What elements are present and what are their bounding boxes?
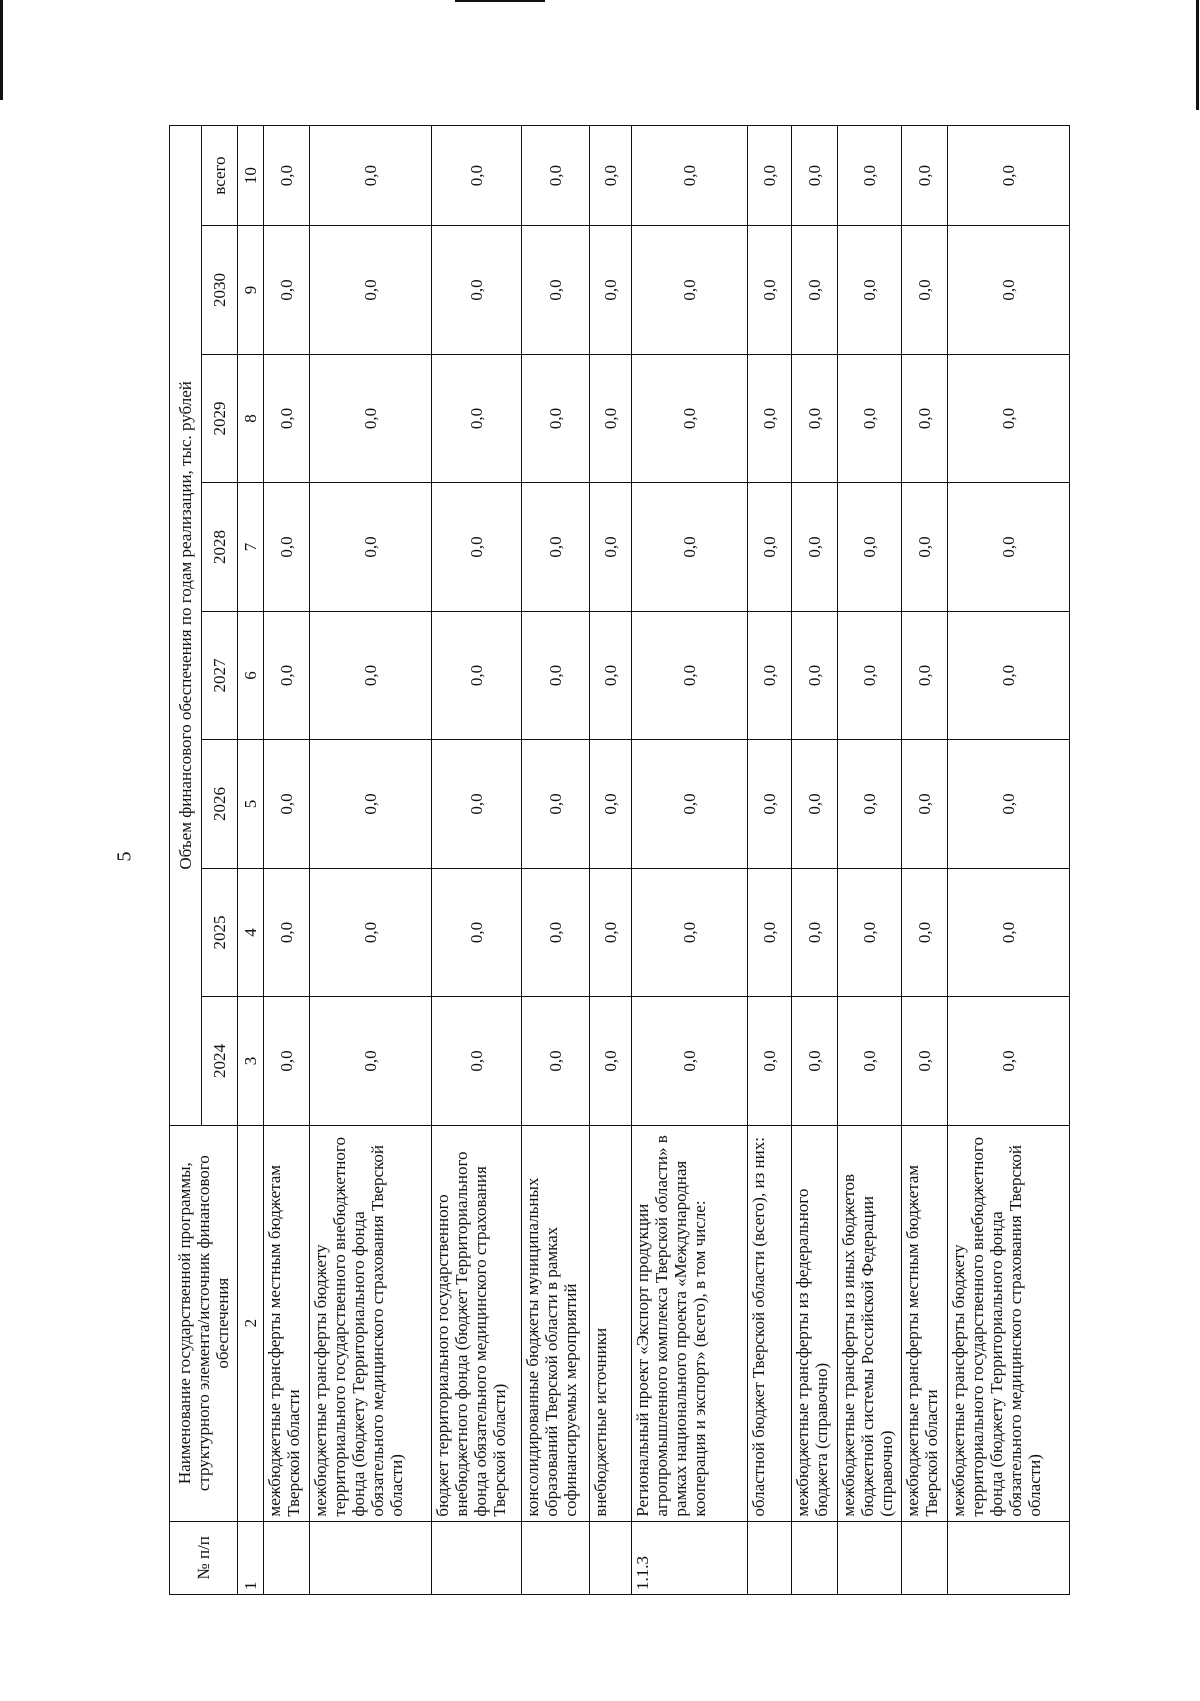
value-cell: 0,0 (264, 483, 310, 612)
value-cell: 0,0 (792, 997, 838, 1126)
table-row (522, 126, 590, 1595)
row-name-cell: межбюджетные трансферты местным бюджетам Тверской области (902, 1125, 948, 1521)
value-cell: 0,0 (792, 483, 838, 612)
row-number-cell (590, 1521, 632, 1594)
value-cell: 0,0 (432, 611, 522, 740)
row-number-cell: 1.1.3 (632, 1521, 748, 1594)
value-cell: 0,0 (432, 354, 522, 483)
row-name-cell: бюджет территориального государственного внебюджетного фонда (бюджет Территориального фонда обязательного медицинского страхования Тверской области) (432, 1125, 522, 1521)
value-cell: 0,0 (948, 226, 1070, 355)
value-cell: 0,0 (432, 226, 522, 355)
value-cell: 0,0 (522, 226, 590, 355)
value-cell: 0,0 (632, 611, 748, 740)
index-cell: 9 (238, 226, 264, 355)
value-cell: 0,0 (838, 611, 902, 740)
value-cell: 0,0 (632, 354, 748, 483)
value-cell: 0,0 (792, 126, 838, 226)
value-cell: 0,0 (838, 483, 902, 612)
header-year: 2029 (202, 354, 238, 483)
value-cell: 0,0 (748, 740, 792, 869)
value-cell: 0,0 (792, 868, 838, 997)
index-cell: 3 (238, 997, 264, 1126)
table-row (792, 126, 838, 1595)
table-row (264, 126, 310, 1595)
table-row (748, 126, 792, 1595)
row-name-cell: межбюджетные трансферты из федерального бюджета (справочно) (792, 1125, 838, 1521)
row-number-cell (792, 1521, 838, 1594)
value-cell: 0,0 (310, 226, 432, 355)
value-cell: 0,0 (748, 611, 792, 740)
header-row-1 (170, 126, 202, 1595)
header-name: Наименование государственной программы, структурного элемента/источник финансового обеспечения (170, 1125, 238, 1521)
value-cell: 0,0 (632, 868, 748, 997)
scan-edge-line-left (0, 0, 3, 100)
value-cell: 0,0 (948, 126, 1070, 226)
value-cell: 0,0 (310, 354, 432, 483)
header-year: 2025 (202, 868, 238, 997)
value-cell: 0,0 (902, 868, 948, 997)
row-name-cell: межбюджетные трансферты бюджету территориального государственного внебюджетного фонда (бюджету Территориального фонда обязательного медицинского страхования Тверской области) (948, 1125, 1070, 1521)
table-body (238, 126, 1070, 1595)
value-cell: 0,0 (522, 740, 590, 869)
value-cell: 0,0 (838, 126, 902, 226)
value-cell: 0,0 (590, 740, 632, 869)
table-row (902, 126, 948, 1595)
value-cell: 0,0 (264, 126, 310, 226)
value-cell: 0,0 (522, 483, 590, 612)
value-cell: 0,0 (838, 354, 902, 483)
row-number-cell (310, 1521, 432, 1594)
row-name-cell: межбюджетные трансферты местным бюджетам Тверской области (264, 1125, 310, 1521)
value-cell: 0,0 (522, 611, 590, 740)
index-cell: 6 (238, 611, 264, 740)
value-cell: 0,0 (522, 354, 590, 483)
index-cell: 2 (238, 1125, 264, 1521)
value-cell: 0,0 (264, 354, 310, 483)
value-cell: 0,0 (632, 226, 748, 355)
value-cell: 0,0 (838, 740, 902, 869)
header-volume-group: Объем финансового обеспечения по годам реализации, тыс. рублей (170, 126, 202, 1126)
value-cell: 0,0 (838, 868, 902, 997)
value-cell: 0,0 (522, 997, 590, 1126)
value-cell: 0,0 (590, 997, 632, 1126)
rotated-table-container (169, 125, 1187, 1595)
index-cell: 10 (238, 126, 264, 226)
table-row (432, 126, 522, 1595)
value-cell: 0,0 (310, 997, 432, 1126)
value-cell: 0,0 (264, 740, 310, 869)
row-name-cell: межбюджетные трансферты из иных бюджетов бюджетной системы Российской Федерации (справочно) (838, 1125, 902, 1521)
value-cell: 0,0 (590, 611, 632, 740)
value-cell: 0,0 (590, 483, 632, 612)
value-cell: 0,0 (948, 354, 1070, 483)
value-cell: 0,0 (748, 868, 792, 997)
row-name-cell: областной бюджет Тверской области (всего), из них: (748, 1125, 792, 1521)
index-row (238, 126, 264, 1595)
value-cell: 0,0 (632, 997, 748, 1126)
value-cell: 0,0 (432, 126, 522, 226)
value-cell: 0,0 (948, 740, 1070, 869)
value-cell: 0,0 (432, 483, 522, 612)
value-cell: 0,0 (838, 226, 902, 355)
scan-edge-line-top (455, 0, 545, 2)
scan-edge-line-right (1196, 0, 1199, 110)
value-cell: 0,0 (432, 740, 522, 869)
row-number-cell (748, 1521, 792, 1594)
row-name-cell: консолидированные бюджеты муниципальных образований Тверской области в рамках софинансируемых мероприятий (522, 1125, 590, 1521)
row-number-cell (838, 1521, 902, 1594)
value-cell: 0,0 (264, 868, 310, 997)
row-name-cell: межбюджетные трансферты бюджету территориального государственного внебюджетного фонда (бюджету Территориального фонда обязательного медицинского страхования Тверской области) (310, 1125, 432, 1521)
header-year: 2026 (202, 740, 238, 869)
value-cell: 0,0 (310, 611, 432, 740)
value-cell: 0,0 (748, 226, 792, 355)
index-cell: 8 (238, 354, 264, 483)
value-cell: 0,0 (522, 126, 590, 226)
value-cell: 0,0 (792, 740, 838, 869)
index-cell: 1 (238, 1521, 264, 1594)
value-cell: 0,0 (748, 354, 792, 483)
value-cell: 0,0 (902, 611, 948, 740)
value-cell: 0,0 (264, 226, 310, 355)
value-cell: 0,0 (792, 226, 838, 355)
value-cell: 0,0 (310, 740, 432, 869)
value-cell: 0,0 (792, 354, 838, 483)
value-cell: 0,0 (902, 126, 948, 226)
row-number-cell (264, 1521, 310, 1594)
value-cell: 0,0 (590, 354, 632, 483)
value-cell: 0,0 (902, 740, 948, 869)
value-cell: 0,0 (590, 126, 632, 226)
value-cell: 0,0 (902, 483, 948, 612)
value-cell: 0,0 (310, 868, 432, 997)
index-cell: 5 (238, 740, 264, 869)
value-cell: 0,0 (948, 997, 1070, 1126)
index-cell: 4 (238, 868, 264, 997)
value-cell: 0,0 (948, 868, 1070, 997)
financing-table (169, 125, 1070, 1595)
header-year: 2028 (202, 483, 238, 612)
value-cell: 0,0 (632, 126, 748, 226)
table-row (310, 126, 432, 1595)
index-cell: 7 (238, 483, 264, 612)
header-year: 2027 (202, 611, 238, 740)
value-cell: 0,0 (310, 126, 432, 226)
value-cell: 0,0 (792, 611, 838, 740)
row-number-cell (522, 1521, 590, 1594)
value-cell: 0,0 (432, 868, 522, 997)
page-number: 5 (113, 851, 136, 862)
value-cell: 0,0 (590, 868, 632, 997)
value-cell: 0,0 (522, 868, 590, 997)
value-cell: 0,0 (264, 611, 310, 740)
table-row (838, 126, 902, 1595)
value-cell: 0,0 (632, 740, 748, 869)
value-cell: 0,0 (902, 354, 948, 483)
value-cell: 0,0 (310, 483, 432, 612)
value-cell: 0,0 (264, 997, 310, 1126)
row-number-cell (948, 1521, 1070, 1594)
value-cell: 0,0 (632, 483, 748, 612)
value-cell: 0,0 (748, 997, 792, 1126)
row-number-cell (432, 1521, 522, 1594)
value-cell: 0,0 (902, 997, 948, 1126)
header-num: № п/п (170, 1521, 238, 1594)
value-cell: 0,0 (590, 226, 632, 355)
value-cell: 0,0 (838, 997, 902, 1126)
value-cell: 0,0 (902, 226, 948, 355)
table-row (590, 126, 632, 1595)
table-row (632, 126, 748, 1595)
value-cell: 0,0 (948, 483, 1070, 612)
value-cell: 0,0 (748, 126, 792, 226)
row-name-cell: Региональный проект «Экспорт продукции агропромышленного комплекса Тверской области» в рамках национального проекта «Международная кооперация и экспорт» (всего), в том числе: (632, 1125, 748, 1521)
row-number-cell (902, 1521, 948, 1594)
header-total: всего (202, 126, 238, 226)
header-year: 2030 (202, 226, 238, 355)
value-cell: 0,0 (432, 997, 522, 1126)
header-year: 2024 (202, 997, 238, 1126)
value-cell: 0,0 (748, 483, 792, 612)
table-row (948, 126, 1070, 1595)
value-cell: 0,0 (948, 611, 1070, 740)
row-name-cell: внебюджетные источники (590, 1125, 632, 1521)
